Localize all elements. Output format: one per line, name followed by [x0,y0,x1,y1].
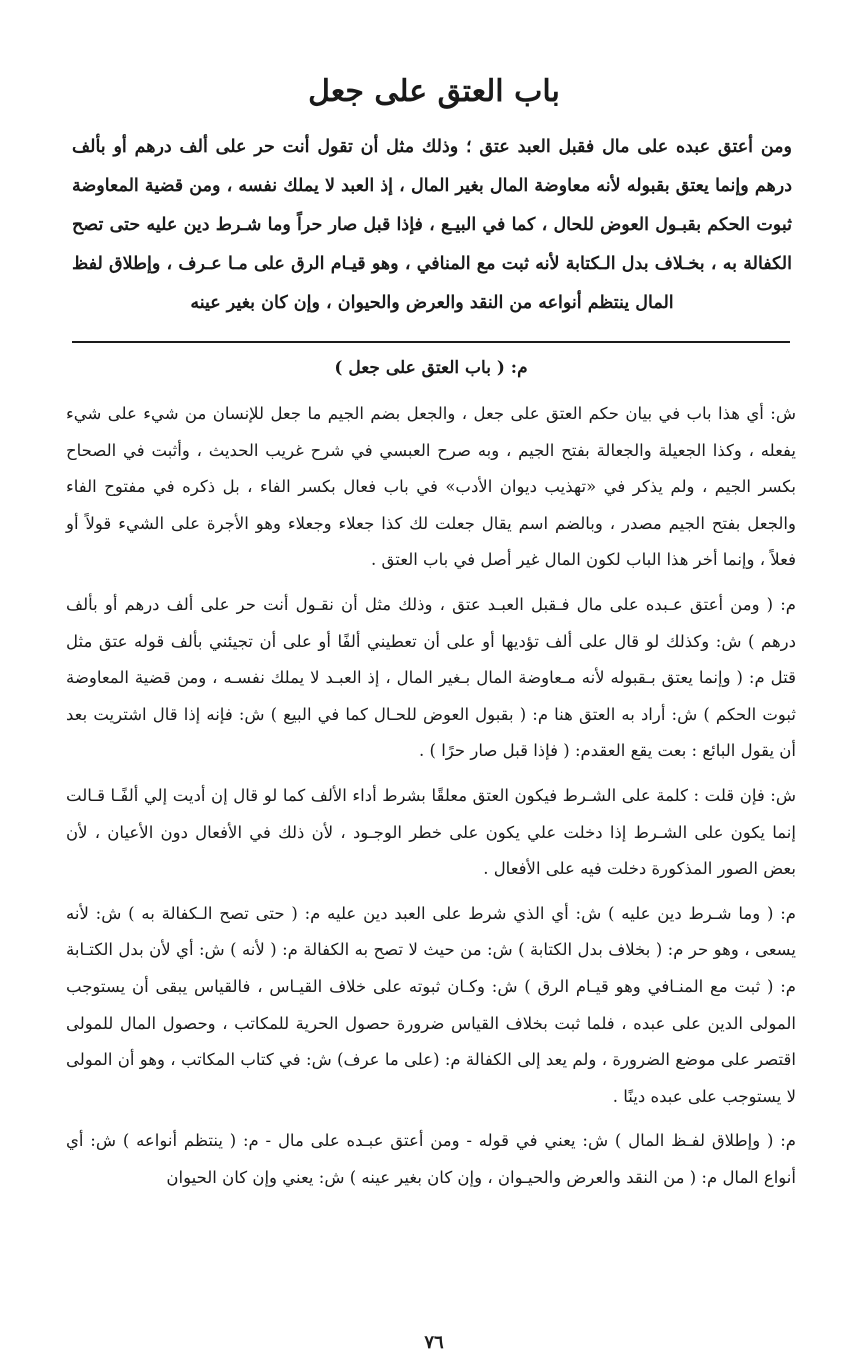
commentary-paragraph-5: م: ( وإطلاق لفـظ المال ) ش: يعني في قوله - ومن أعتق عبـده على مال - م: ( ينتظم أنواعه ) ش: أي أنواع المال م: ( من النقد والعرض والحيـوان ، وإن كان بغير عينه ) ش: يعني وإن كان الحيوان [66,1131,796,1187]
commentary-paragraph-4: م: ( وما شـرط دين عليه ) ش: أي الذي شرط على العبد دين عليه م: ( حتى تصح الـكفالة به ) ش: لأنه يسعى ، وهو حر م: ( بخلاف بدل الكتابة ) ش: من حيث لا تصح به الكفالة م: ( لأنه ) ش: أي لأن بدل الكتـابة م: ( ثبت مع المنـافي وهو قيـام الرق ) ش: وكـان ثبوته على خلاف القيـاس ، فالقياس يبقى أن يستوجب المولى الدين على عبده ، فلما ثبت بخلاف القياس ضرورة حصول الحرية للمكاتب ، وحصول المال للمولى اقتصر على موضع الضرورة ، ولم يعد إلى الكفالة م: (على ما عرف) ش: في كتاب المكاتب ، وهو أن المولى لا يستوجب على عبده دينًا . [66,903,796,1106]
commentary-section [66,348,796,1204]
commentary-paragraph-1: ش: أي هذا باب في بيان حكم العتق على جعل ، والجعل بضم الجيم ما جعل للإنسان من شيء على شيء يفعله ، وكذا الجعيلة والجعالة بفتح الجيم ، وبه صرح العبسي في شرح غريب الحديث ، وأثبت في الصحاح بكسر الجيم ، ولم يذكر في «تهذيب ديوان الأدب» في باب فعال بكسر الفاء ، بل ذكره في مفتوح الفاء والجعل بفتح الجيم مصدر ، وبالضم اسم يقال جعلت لك كذا جعلاء وجعلاء وهو الأجرة على الشيء قولاً أو فعلاً ، وإنما أخر هذا الباب لكون المال غير أصل في باب العتق . [66,404,796,570]
commentary-paragraph-3: ش: فإن قلت : كلمة على الشـرط فيكون العتق معلقًا بشرط أداء الألف كما لو قال إن أديت إلي ألفًـا قـالت إنما يكون على الشـرط إذا دخلت علي يكون على خطر الوجـود ، لأن ذلك في الأفعال دون الأعيان ، لأن بعض الصور المذكورة دخلت فيه على الأفعال . [66,785,796,879]
commentary-paragraph-2: م: ( ومن أعتق عـبده على مال فـقبل العبـد عتق ، وذلك مثل أن نقـول أنت حر على ألف درهم أو بألف درهم ) ش: وكذلك لو قال على ألف تؤديها أو على أن تعطيني ألفًا أو على أن تجيئني بألف قوله عتق مثل قتل م: ( وإنما يعتق بـقبوله لأنه مـعاوضة المال بـغير المال ، إذ العبـد لا يملك نفسـه ، ومن قضية المعاوضة ثبوت الحكم ) ش: أراد به العتق هنا م: ( بقبول العوض للحـال كما في البيع ) ش: فإنه إذا قال اشتريت بعد أن يقول البائع : بعت يقع العقدم: ( فإذا قبل صار حرًا ) . [66,594,796,761]
matn-text: ومن أعتق عبده على مال فقبل العبد عتق ؛ وذلك مثل أن تقول أنت حر على ألف درهم أو بألف درهم وإنما يعتق بقبوله لأنه معاوضة المال بغير المال ، إذ العبد لا يملك نفسه ، ومن قضية المعاوضة ثبوت الحكم بقبـول العوض للحال ، كما في البيـع ، فإذا قبل صار حراً وما شـرط دين عليه حتى تصح الكفالة به ، بخـلاف بدل الـكتابة لأنه ثبت مع المنافي ، وهو قيـام الرق على مـا عـرف ، وإطلاق لفظ المال ينتظم أنواعه من النقد والعرض والحيوان ، وإن كان بغير عينه [72,137,792,313]
chapter-title: باب العتق على جعل [308,74,560,109]
separator-rule [72,341,790,343]
page-number: ٧٦ [424,1332,444,1353]
commentary-heading: م: ( باب العتق على جعل ) [334,358,528,378]
